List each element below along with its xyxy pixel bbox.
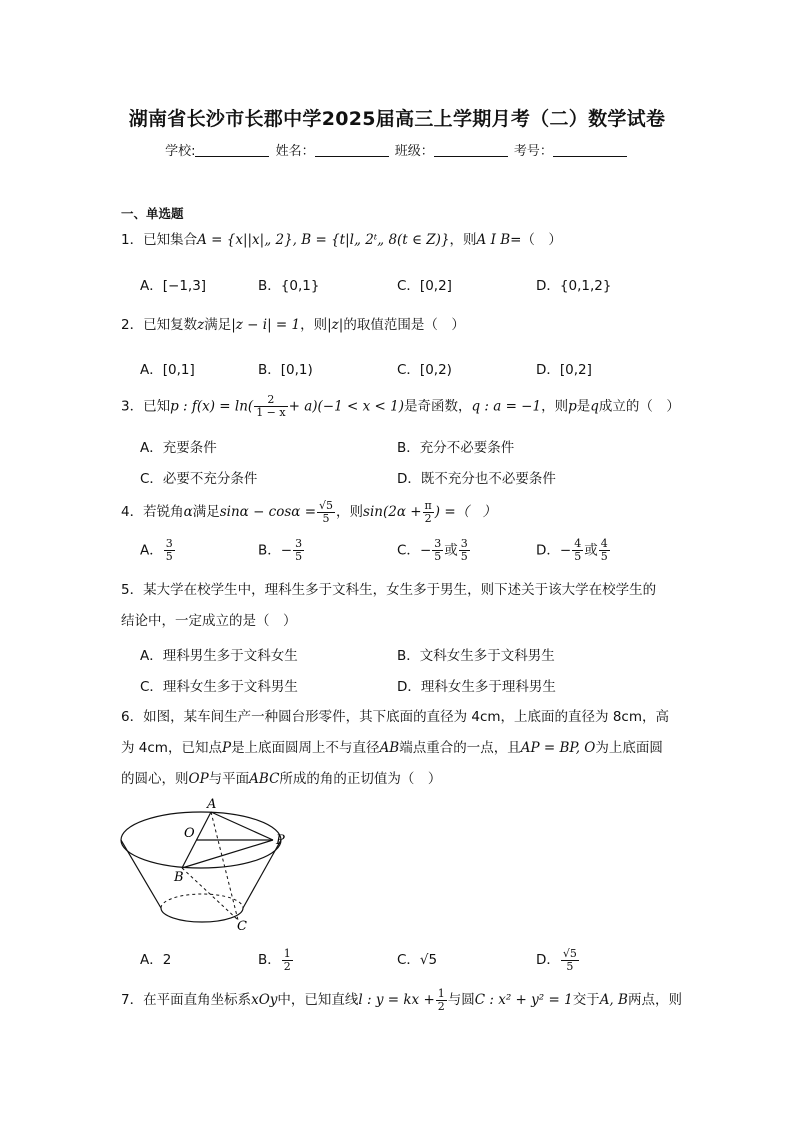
fraction-numerator: 1 [283,946,291,960]
q6-option-c[interactable]: C．√5 [397,952,438,968]
question-2 [121,310,681,341]
math-expression: ) =（ ） [434,504,497,520]
question-text: 已知 [143,398,171,415]
question-text: 在平面直角坐标系 [143,992,252,1008]
segment-bp [182,840,273,868]
math-variable: q [590,398,599,415]
question-text: 与圆 [447,992,475,1008]
fraction-denominator: 2 [283,959,291,973]
fraction-numerator: π [424,498,432,512]
math-variable: ABC [249,771,280,787]
question-number: 7． [121,992,144,1008]
exam-title: 湖南省长沙市长郡中学2025届高三上学期月考（二）数学试卷 [128,108,666,130]
math-fraction [561,948,579,973]
question-text: 的取值范围是（ ） [343,317,465,333]
math-set-a: A = {x||x|„ 2} [197,232,293,248]
q6-option-d[interactable] [536,946,580,974]
or-word: 或 [444,542,458,559]
math-fraction [436,988,447,1013]
option-letter: D． [536,952,560,968]
q4-option-a[interactable] [140,538,176,563]
question-text: 是奇函数， [403,398,472,415]
math-circle: C : x² + y² = 1 [474,992,573,1008]
math-fraction [293,538,304,563]
math-expression: A I B [476,232,511,248]
question-text: 为 4cm，已知点 [121,740,222,756]
math-condition: q : a = −1 [471,398,542,415]
math-fraction [599,538,610,563]
math-variable: xOy [251,992,278,1008]
q1-option-c[interactable]: C．[0,2] [397,278,452,294]
math-variable: AB [379,740,400,756]
fraction-numerator: 1 [437,986,445,1000]
fraction-denominator: 5 [434,550,442,563]
fraction-numerator: 3 [460,537,468,550]
q5-option-c[interactable]: C．理科女生多于文科男生 [140,679,298,695]
fraction-denominator: 5 [322,511,330,525]
minus-sign: − [419,542,432,559]
minus-sign: − [280,542,293,559]
fraction-denominator: 5 [460,550,468,563]
fraction-denominator: 2 [437,999,445,1013]
label-c: C [237,919,247,934]
question-number: 5． [121,582,144,598]
fraction-numerator: 3 [295,537,303,550]
math-condition: sinα − cosα = [219,504,317,520]
question-6-line-2 [121,733,681,764]
label-p: P [276,833,285,848]
question-text: ，则 [449,232,477,248]
fraction-numerator: 4 [574,537,582,550]
question-5-line-2: 结论中，一定成立的是（ ） [121,613,297,629]
math-condition: |z − i| = 1 [231,317,301,333]
school-field[interactable] [195,143,269,157]
fraction-numerator: 3 [434,537,442,550]
math-set-b: , B = {t|l„ 2ᵗ„ 8(t ∈ Z)} [292,232,450,248]
question-5 [121,575,681,606]
fraction-numerator: 4 [600,537,608,550]
q4-option-c[interactable] [397,538,471,563]
math-variable: P [221,740,232,756]
math-fraction [572,538,583,563]
q2-option-a[interactable]: A．[0,1] [140,362,195,378]
label-o: O [184,826,195,841]
math-fraction [423,500,434,525]
math-variable: p [568,398,577,415]
option-letter: C． [397,542,420,559]
question-number: 1． [121,232,144,248]
question-6 [121,702,681,733]
question-number: 3． [121,398,144,415]
math-fraction [459,538,470,563]
math-fraction [282,948,293,973]
question-text: 已知集合 [143,232,198,248]
q3-option-d[interactable]: D．既不充分也不必要条件 [397,471,556,487]
question-number: 6． [121,709,144,725]
math-expression: sin(2α + [363,504,422,520]
question-1 [121,225,681,256]
fraction-numerator: √5 [319,498,334,512]
math-function: + a) [288,398,318,415]
or-word: 或 [584,542,598,559]
fraction-numerator: 3 [165,537,173,550]
question-text: 的圆心，则 [121,771,189,787]
question-text: 满足 [204,317,232,333]
option-letter: B． [258,542,281,559]
q3-option-a[interactable]: A．充要条件 [140,440,217,456]
fraction-denominator: 1 − x [256,406,286,419]
question-text: 是 [576,398,591,415]
fraction-denominator: 5 [566,959,574,973]
math-variable: A, B [599,992,628,1008]
question-text: 成立的（ ） [598,398,680,415]
student-info-line [0,140,794,159]
fraction-denominator: 5 [574,550,582,563]
fraction-numerator: √5 [562,946,577,960]
q5-option-d[interactable]: D．理科女生多于理科男生 [397,679,556,695]
school-label: 学校: [165,144,196,159]
exam-number-label: 考号： [513,144,553,159]
math-domain: (−1 < x < 1) [317,398,404,415]
question-text: 是上底面圆周上不与直径 [231,740,380,756]
math-fraction [254,394,287,419]
question-text: 所成的角的正切值为（ ） [279,771,442,787]
class-label: 班级： [394,144,434,159]
math-fraction [317,500,335,525]
q6-option-a[interactable]: A．2 [140,952,172,968]
fraction-denominator: 5 [165,550,173,563]
question-text: 为上底面圆 [595,740,663,756]
class-field[interactable] [434,143,508,157]
fraction-denominator: 2 [424,511,432,525]
question-text: 某大学在校学生中，理科生多于文科生，女生多于男生，则下述关于该大学在校学生的 [143,582,657,598]
name-label: 姓名： [275,144,315,159]
question-text: ，则 [541,398,569,415]
math-line: l : y = kx + [358,992,435,1008]
question-text: 端点重合的一点，且 [399,740,521,756]
math-variable: z [197,317,205,333]
left-generator [121,840,161,908]
name-field[interactable] [315,143,389,157]
question-6-line-3 [121,764,681,795]
question-text: 两点，则 [627,992,682,1008]
question-text: 若锐角 [143,504,184,520]
segment-bc [182,868,238,920]
question-text: ，则 [300,317,328,333]
option-letter: D． [536,542,560,559]
question-number: 4． [121,504,144,520]
question-text: 如图，某车间生产一种圆台形零件，其下底面的直径为 4cm，上底面的直径为 8cm，高 [143,709,669,725]
math-condition: AP = BP, O [520,740,596,756]
frustum-figure [116,796,302,938]
math-expression: |z| [327,317,344,333]
q1-option-b[interactable]: B．{0,1} [258,278,320,294]
math-function: p : f(x) = ln( [170,398,254,415]
q5-option-a[interactable]: A．理科男生多于文科女生 [140,648,298,664]
q5-option-b[interactable]: B．文科女生多于文科男生 [397,648,555,664]
option-letter: B． [258,952,281,968]
q1-option-a[interactable]: A．[−1,3] [140,278,207,294]
math-variable: α [183,504,193,520]
bottom-ellipse-back [161,894,243,908]
label-a: A [207,797,217,812]
math-fraction [164,538,175,563]
section-heading: 一、单选题 [121,206,184,221]
q2-option-c[interactable]: C．[0,2) [397,362,452,378]
right-generator [243,840,281,908]
question-text: ，则 [336,504,364,520]
fraction-denominator: 5 [295,550,303,563]
q3-option-c[interactable]: C．必要不充分条件 [140,471,258,487]
label-b: B [174,870,184,885]
q4-option-b[interactable] [258,538,305,563]
question-3 [121,394,681,419]
question-text: 与平面 [208,771,250,787]
math-fraction [432,538,443,563]
bottom-ellipse-front [161,908,243,922]
q2-option-d[interactable]: D．[0,2] [536,362,592,378]
question-text: 交于 [572,992,600,1008]
minus-sign: − [559,542,572,559]
math-variable: OP [188,771,209,787]
q6-option-b[interactable] [258,946,294,974]
q2-option-b[interactable]: B．[0,1) [258,362,313,378]
question-number: 2． [121,317,144,333]
q3-option-b[interactable]: B．充分不必要条件 [397,440,515,456]
question-text: =（ ） [510,232,562,248]
question-text: 中，已知直线 [277,992,359,1008]
q1-option-d[interactable]: D．{0,1,2} [536,278,612,294]
question-text: 已知复数 [143,317,198,333]
exam-number-field[interactable] [553,143,627,157]
question-7 [121,986,681,1014]
question-4 [121,498,681,526]
question-text: 满足 [192,504,220,520]
fraction-denominator: 5 [600,550,608,563]
q4-option-d[interactable] [536,538,611,563]
fraction-numerator: 2 [254,394,287,407]
option-letter: A． [140,542,163,559]
